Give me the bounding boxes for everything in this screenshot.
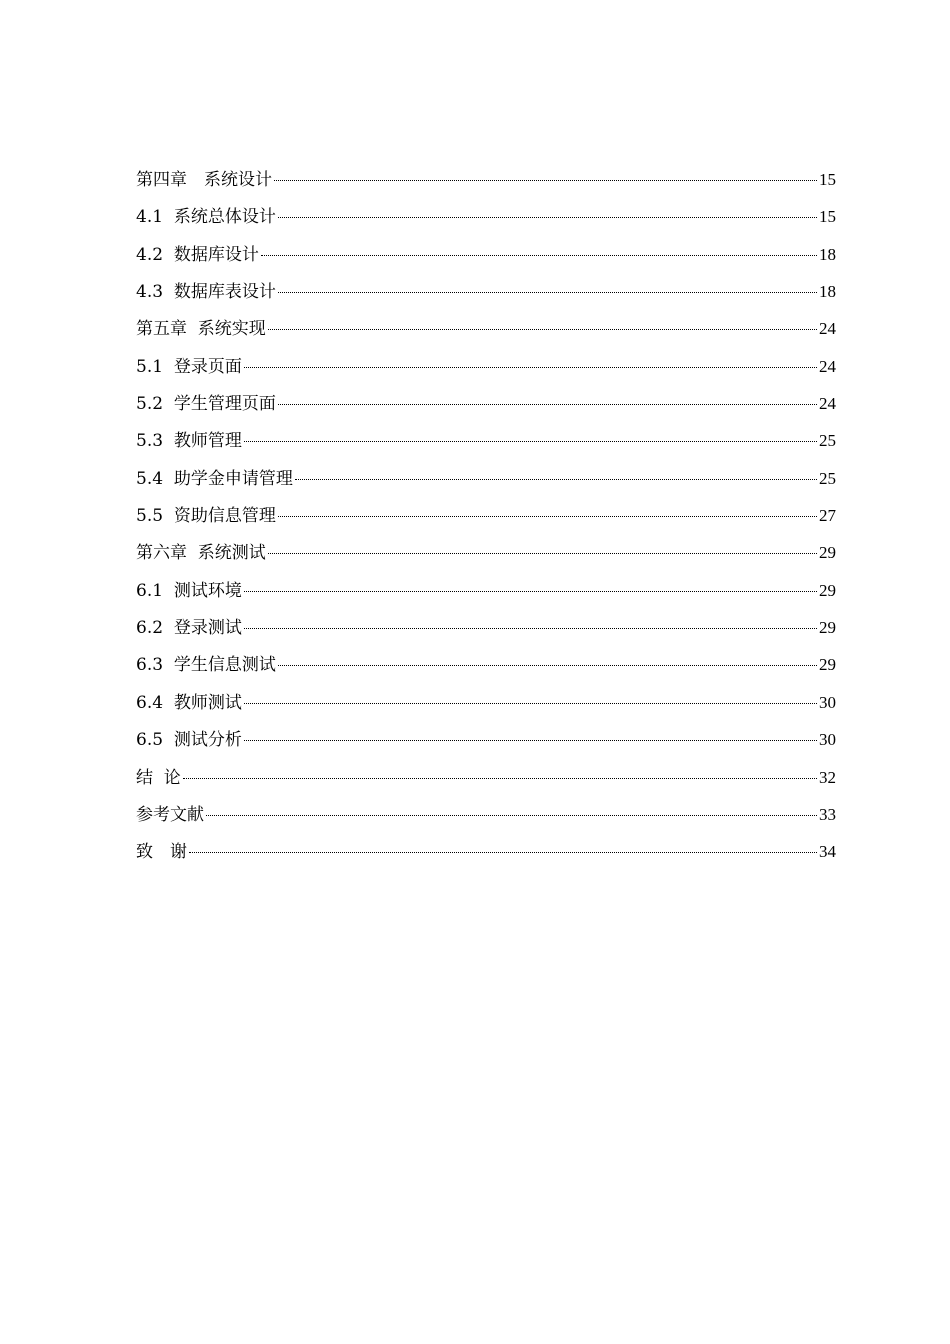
toc-entry-title: 第六章 系统测试 (136, 543, 266, 564)
toc-entry-page: 18 (819, 282, 836, 302)
toc-entry-title: 致 谢 (136, 842, 187, 863)
toc-entry-page: 15 (819, 170, 836, 189)
toc-entry-title: 5.4 助学金申请管理 (136, 468, 293, 489)
toc-entry-title: 6.2 登录测试 (136, 618, 242, 639)
toc-entry-page: 27 (819, 506, 836, 526)
toc-entry-title: 4.3 数据库表设计 (136, 282, 276, 303)
toc-entry-title: 5.1 登录页面 (136, 356, 242, 377)
toc-dot-leader (278, 404, 817, 405)
toc-entry-page: 29 (819, 543, 836, 563)
toc-entry-6-5[interactable] (136, 726, 836, 763)
toc-entry-title: 参考文献 (136, 804, 204, 825)
toc-dot-leader (206, 815, 817, 816)
toc-entry-title: 5.3 教师管理 (136, 431, 242, 452)
toc-entry-page: 18 (819, 244, 836, 264)
toc-dot-leader (295, 479, 817, 480)
toc-entry-6-3[interactable] (136, 651, 836, 688)
toc-dot-leader (261, 255, 817, 256)
toc-entry-4-3[interactable] (136, 278, 836, 315)
toc-entry-chapter-5[interactable] (136, 315, 836, 352)
table-of-contents (136, 166, 836, 876)
toc-entry-page: 24 (819, 356, 836, 376)
toc-entry-page: 25 (819, 468, 836, 488)
toc-dot-leader (278, 292, 817, 293)
toc-entry-4-1[interactable] (136, 203, 836, 240)
toc-entry-page: 24 (819, 319, 836, 339)
toc-entry-references[interactable] (136, 801, 836, 838)
toc-entry-title: 6.1 测试环境 (136, 580, 242, 601)
toc-dot-leader (244, 591, 817, 592)
toc-dot-leader (189, 852, 817, 853)
toc-entry-title: 4.1 系统总体设计 (136, 207, 276, 228)
toc-entry-page: 30 (819, 692, 836, 712)
toc-dot-leader (244, 628, 817, 629)
toc-entry-page: 15 (819, 207, 836, 227)
toc-entry-6-1[interactable] (136, 577, 836, 614)
toc-entry-title: 第五章 系统实现 (136, 319, 266, 340)
toc-dot-leader (278, 217, 817, 218)
toc-dot-leader (244, 441, 817, 442)
toc-entry-title: 6.5 测试分析 (136, 730, 242, 751)
toc-entry-title: 第四章 系统设计 (136, 170, 272, 190)
toc-entry-page: 29 (819, 655, 836, 675)
toc-entry-5-4[interactable] (136, 465, 836, 502)
toc-entry-page: 33 (819, 804, 836, 824)
toc-entry-title: 5.5 资助信息管理 (136, 506, 276, 527)
toc-entry-5-2[interactable] (136, 390, 836, 427)
toc-entry-chapter-6[interactable] (136, 539, 836, 576)
toc-entry-5-1[interactable] (136, 353, 836, 390)
toc-entry-page: 30 (819, 730, 836, 750)
toc-entry-5-3[interactable] (136, 427, 836, 464)
toc-entry-page: 25 (819, 431, 836, 451)
toc-entry-6-2[interactable] (136, 614, 836, 651)
toc-entry-title: 结 论 (136, 767, 181, 788)
toc-entry-title: 6.4 教师测试 (136, 692, 242, 713)
toc-entry-page: 29 (819, 580, 836, 600)
toc-dot-leader (244, 740, 817, 741)
toc-entry-title: 5.2 学生管理页面 (136, 394, 276, 415)
toc-entry-6-4[interactable] (136, 689, 836, 726)
toc-entry-page: 32 (819, 767, 836, 787)
toc-entry-chapter-4[interactable] (136, 166, 836, 203)
toc-entry-page: 29 (819, 618, 836, 638)
toc-entry-page: 24 (819, 394, 836, 414)
toc-dot-leader (244, 703, 817, 704)
toc-dot-leader (274, 180, 817, 181)
toc-dot-leader (244, 367, 817, 368)
toc-dot-leader (278, 516, 817, 517)
toc-dot-leader (183, 778, 817, 779)
toc-dot-leader (268, 553, 817, 554)
toc-entry-5-5[interactable] (136, 502, 836, 539)
toc-entry-page: 34 (819, 842, 836, 862)
toc-dot-leader (268, 329, 817, 330)
toc-dot-leader (278, 665, 817, 666)
toc-entry-conclusion[interactable] (136, 764, 836, 801)
toc-entry-title: 4.2 数据库设计 (136, 244, 259, 265)
toc-entry-title: 6.3 学生信息测试 (136, 655, 276, 676)
toc-entry-acknowledgements[interactable] (136, 838, 836, 875)
toc-entry-4-2[interactable] (136, 241, 836, 278)
